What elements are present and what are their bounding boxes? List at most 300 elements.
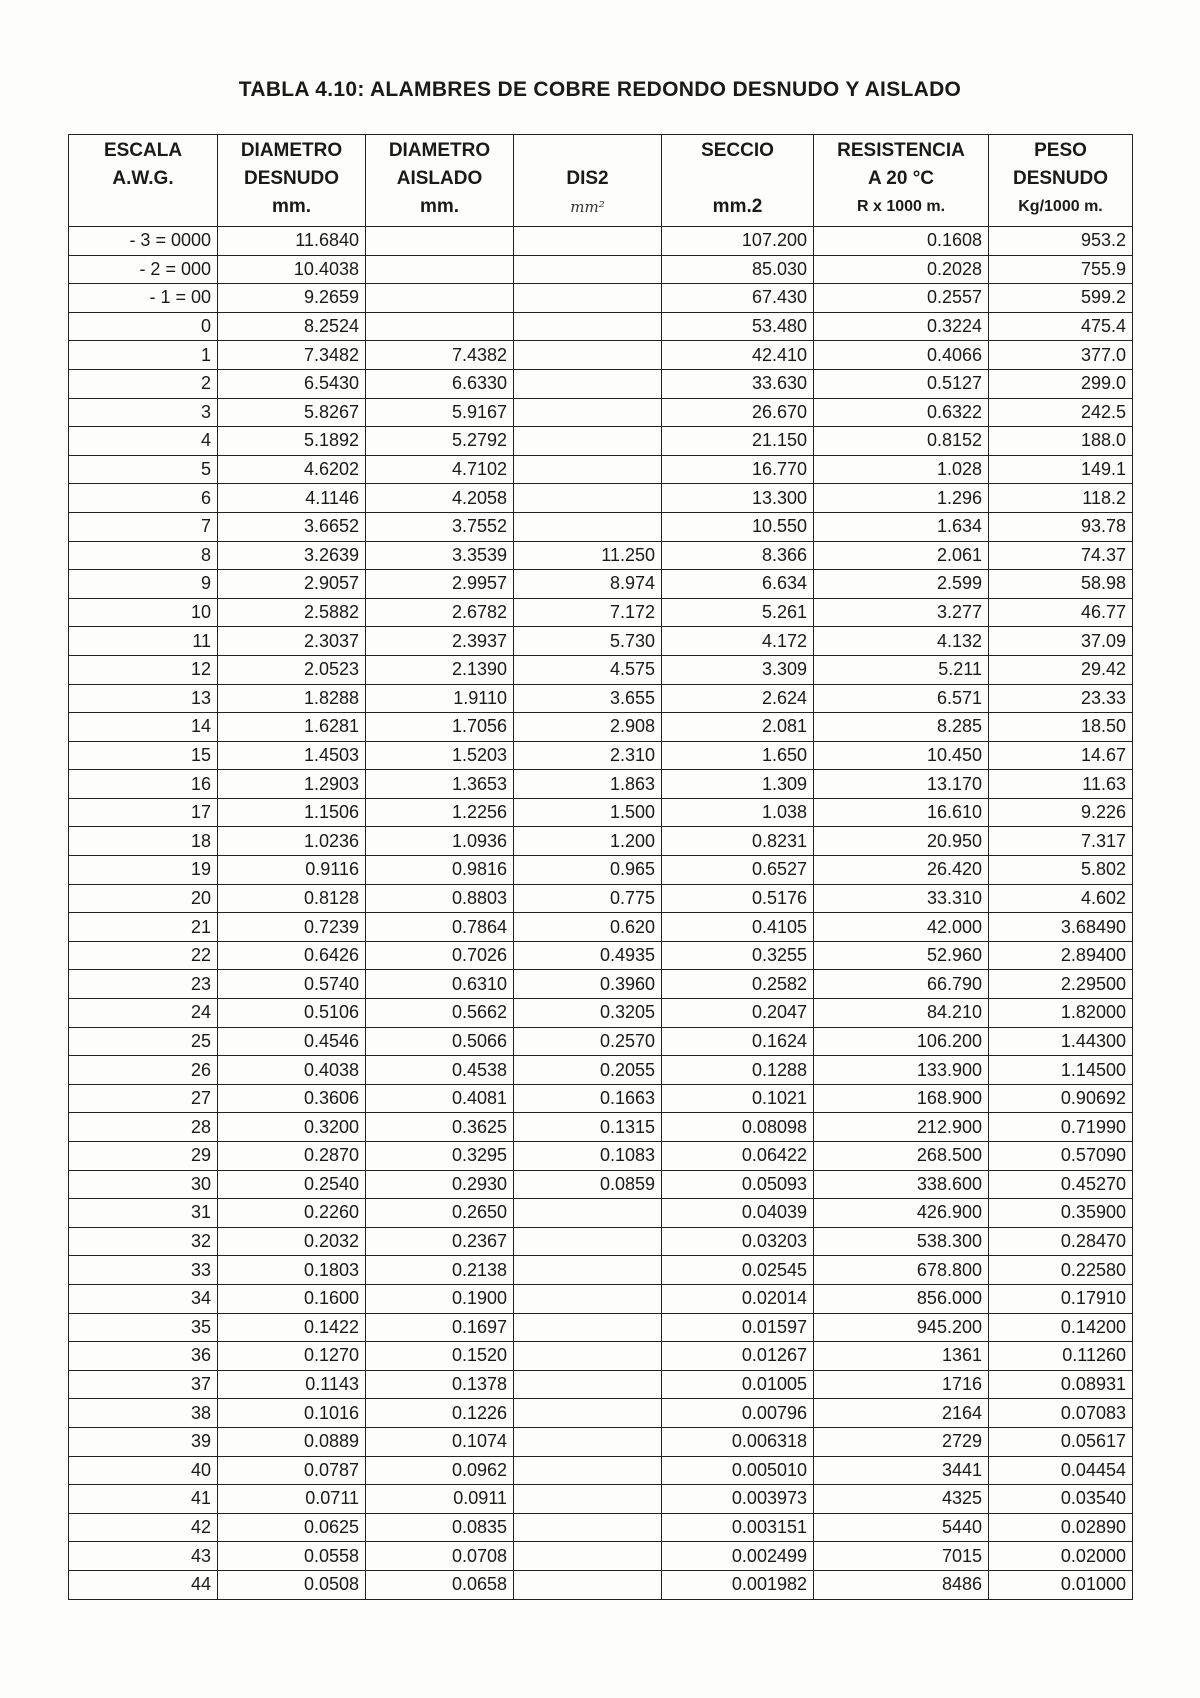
diametro-desnudo-cell: 1.4503	[218, 741, 366, 770]
resistencia-cell: 338.600	[814, 1170, 989, 1199]
diametro-aislado-cell: 1.7056	[366, 713, 514, 742]
diametro-aislado-cell: 0.0911	[366, 1485, 514, 1514]
seccion-cell: 0.4105	[662, 913, 814, 942]
peso-cell: 4.602	[989, 884, 1133, 913]
table-row	[69, 999, 1133, 1028]
diametro-aislado-cell: 4.2058	[366, 484, 514, 513]
dis2-cell	[514, 255, 662, 284]
seccion-cell: 67.430	[662, 284, 814, 313]
diametro-aislado-cell: 0.3625	[366, 1113, 514, 1142]
peso-cell: 93.78	[989, 512, 1133, 541]
diametro-aislado-cell: 0.5066	[366, 1027, 514, 1056]
seccion-cell: 6.634	[662, 570, 814, 599]
diametro-aislado-cell: 0.1378	[366, 1370, 514, 1399]
dis2-cell: 3.655	[514, 684, 662, 713]
seccion-cell: 0.2047	[662, 999, 814, 1028]
diametro-desnudo-cell: 1.6281	[218, 713, 366, 742]
awg-cell: - 1 = 00	[69, 284, 218, 313]
diametro-desnudo-cell: 2.5882	[218, 598, 366, 627]
diametro-aislado-cell: 2.1390	[366, 655, 514, 684]
diametro-desnudo-cell: 7.3482	[218, 341, 366, 370]
peso-cell: 2.29500	[989, 970, 1133, 999]
resistencia-cell: 1.028	[814, 455, 989, 484]
dis2-cell	[514, 1227, 662, 1256]
diametro-desnudo-cell: 10.4038	[218, 255, 366, 284]
table-row	[69, 970, 1133, 999]
resistencia-cell: 8.285	[814, 713, 989, 742]
table-row	[69, 255, 1133, 284]
resistencia-cell: 0.6322	[814, 398, 989, 427]
diametro-desnudo-cell: 2.0523	[218, 655, 366, 684]
dis2-cell	[514, 341, 662, 370]
diametro-aislado-cell	[366, 284, 514, 313]
resistencia-cell: 5440	[814, 1513, 989, 1542]
awg-cell: 26	[69, 1056, 218, 1085]
diametro-aislado-cell: 0.2650	[366, 1199, 514, 1228]
diametro-aislado-cell: 0.4081	[366, 1084, 514, 1113]
resistencia-cell: 20.950	[814, 827, 989, 856]
awg-cell: 16	[69, 770, 218, 799]
peso-cell: 0.17910	[989, 1284, 1133, 1313]
awg-cell: 19	[69, 856, 218, 885]
seccion-cell: 2.081	[662, 713, 814, 742]
awg-cell: 33	[69, 1256, 218, 1285]
peso-cell: 0.14200	[989, 1313, 1133, 1342]
seccion-cell: 16.770	[662, 455, 814, 484]
seccion-cell: 0.3255	[662, 941, 814, 970]
diametro-aislado-cell: 5.2792	[366, 427, 514, 456]
seccion-cell: 0.005010	[662, 1456, 814, 1485]
resistencia-cell: 2.599	[814, 570, 989, 599]
dis2-cell: 0.775	[514, 884, 662, 913]
diametro-desnudo-cell: 1.1506	[218, 798, 366, 827]
table-row	[69, 1227, 1133, 1256]
peso-cell: 188.0	[989, 427, 1133, 456]
peso-cell: 755.9	[989, 255, 1133, 284]
diametro-aislado-cell: 0.8803	[366, 884, 514, 913]
awg-cell: 32	[69, 1227, 218, 1256]
diametro-aislado-cell: 7.4382	[366, 341, 514, 370]
table-row	[69, 427, 1133, 456]
diametro-desnudo-cell: 0.3200	[218, 1113, 366, 1142]
diametro-desnudo-cell: 0.1270	[218, 1342, 366, 1371]
diametro-desnudo-cell: 1.8288	[218, 684, 366, 713]
diametro-aislado-cell: 0.1074	[366, 1427, 514, 1456]
resistencia-cell: 1.296	[814, 484, 989, 513]
header-diametro-desnudo: DIAMETRO DESNUDO mm.	[218, 135, 366, 227]
diametro-desnudo-cell: 0.0508	[218, 1570, 366, 1599]
seccion-cell: 0.01005	[662, 1370, 814, 1399]
resistencia-cell: 16.610	[814, 798, 989, 827]
diametro-desnudo-cell: 0.0711	[218, 1485, 366, 1514]
diametro-desnudo-cell: 0.7239	[218, 913, 366, 942]
peso-cell: 74.37	[989, 541, 1133, 570]
diametro-desnudo-cell: 0.0889	[218, 1427, 366, 1456]
awg-cell: 3	[69, 398, 218, 427]
diametro-aislado-cell	[366, 255, 514, 284]
awg-cell: 21	[69, 913, 218, 942]
diametro-aislado-cell: 0.2138	[366, 1256, 514, 1285]
awg-cell: 41	[69, 1485, 218, 1514]
table-row	[69, 1456, 1133, 1485]
resistencia-cell: 133.900	[814, 1056, 989, 1085]
table-row	[69, 770, 1133, 799]
seccion-cell: 0.002499	[662, 1542, 814, 1571]
awg-cell: 10	[69, 598, 218, 627]
table-row	[69, 1142, 1133, 1171]
diametro-desnudo-cell: 0.1143	[218, 1370, 366, 1399]
awg-cell: 40	[69, 1456, 218, 1485]
peso-cell: 5.802	[989, 856, 1133, 885]
table-row	[69, 455, 1133, 484]
diametro-desnudo-cell: 5.8267	[218, 398, 366, 427]
seccion-cell: 0.01267	[662, 1342, 814, 1371]
dis2-cell	[514, 1427, 662, 1456]
peso-cell: 0.02000	[989, 1542, 1133, 1571]
resistencia-cell: 0.5127	[814, 369, 989, 398]
dis2-cell	[514, 1256, 662, 1285]
resistencia-cell: 268.500	[814, 1142, 989, 1171]
diametro-aislado-cell: 0.0708	[366, 1542, 514, 1571]
seccion-cell: 21.150	[662, 427, 814, 456]
seccion-cell: 0.05093	[662, 1170, 814, 1199]
diametro-desnudo-cell: 0.1422	[218, 1313, 366, 1342]
dis2-cell: 0.0859	[514, 1170, 662, 1199]
resistencia-cell: 4.132	[814, 627, 989, 656]
table-row	[69, 741, 1133, 770]
table-row	[69, 1399, 1133, 1428]
table-row	[69, 312, 1133, 341]
resistencia-cell: 13.170	[814, 770, 989, 799]
resistencia-cell: 212.900	[814, 1113, 989, 1142]
seccion-cell: 0.006318	[662, 1427, 814, 1456]
header-diametro-aislado: DIAMETRO AISLADO mm.	[366, 135, 514, 227]
diametro-desnudo-cell: 4.1146	[218, 484, 366, 513]
dis2-cell: 1.200	[514, 827, 662, 856]
table-row	[69, 856, 1133, 885]
resistencia-cell: 538.300	[814, 1227, 989, 1256]
diametro-desnudo-cell: 6.5430	[218, 369, 366, 398]
table-row	[69, 655, 1133, 684]
resistencia-cell: 2.061	[814, 541, 989, 570]
resistencia-cell: 0.2557	[814, 284, 989, 313]
resistencia-cell: 0.4066	[814, 341, 989, 370]
diametro-desnudo-cell: 9.2659	[218, 284, 366, 313]
peso-cell: 0.07083	[989, 1399, 1133, 1428]
resistencia-cell: 8486	[814, 1570, 989, 1599]
resistencia-cell: 4325	[814, 1485, 989, 1514]
diametro-desnudo-cell: 0.5740	[218, 970, 366, 999]
seccion-cell: 0.003151	[662, 1513, 814, 1542]
peso-cell: 0.03540	[989, 1485, 1133, 1514]
seccion-cell: 0.6527	[662, 856, 814, 885]
peso-cell: 0.90692	[989, 1084, 1133, 1113]
seccion-cell: 8.366	[662, 541, 814, 570]
header-seccio: SECCIO mm.2	[662, 135, 814, 227]
table-row	[69, 484, 1133, 513]
awg-cell: 31	[69, 1199, 218, 1228]
dis2-cell	[514, 1342, 662, 1371]
dis2-cell	[514, 1513, 662, 1542]
resistencia-cell: 106.200	[814, 1027, 989, 1056]
diametro-desnudo-cell: 0.4038	[218, 1056, 366, 1085]
diametro-desnudo-cell: 2.3037	[218, 627, 366, 656]
diametro-desnudo-cell: 0.9116	[218, 856, 366, 885]
diametro-aislado-cell: 0.1520	[366, 1342, 514, 1371]
table-row	[69, 713, 1133, 742]
peso-cell: 0.11260	[989, 1342, 1133, 1371]
diametro-aislado-cell: 0.1900	[366, 1284, 514, 1313]
awg-cell: 35	[69, 1313, 218, 1342]
diametro-aislado-cell: 0.5662	[366, 999, 514, 1028]
seccion-cell: 0.1624	[662, 1027, 814, 1056]
dis2-cell: 0.1083	[514, 1142, 662, 1171]
peso-cell: 18.50	[989, 713, 1133, 742]
diametro-aislado-cell: 6.6330	[366, 369, 514, 398]
awg-cell: 7	[69, 512, 218, 541]
awg-cell: 4	[69, 427, 218, 456]
peso-cell: 9.226	[989, 798, 1133, 827]
dis2-cell: 0.4935	[514, 941, 662, 970]
table-row	[69, 884, 1133, 913]
awg-cell: 25	[69, 1027, 218, 1056]
table-row	[69, 1056, 1133, 1085]
header-peso: PESO DESNUDO Kg/1000 m.	[989, 135, 1133, 227]
seccion-cell: 13.300	[662, 484, 814, 513]
table-body	[69, 227, 1133, 1600]
peso-cell: 7.317	[989, 827, 1133, 856]
dis2-cell: 0.3960	[514, 970, 662, 999]
peso-cell: 1.82000	[989, 999, 1133, 1028]
dis2-cell	[514, 1570, 662, 1599]
diametro-desnudo-cell: 2.9057	[218, 570, 366, 599]
seccion-cell: 3.309	[662, 655, 814, 684]
peso-cell: 149.1	[989, 455, 1133, 484]
resistencia-cell: 945.200	[814, 1313, 989, 1342]
diametro-aislado-cell	[366, 312, 514, 341]
header-resistencia: RESISTENCIA A 20 °C R x 1000 m.	[814, 135, 989, 227]
awg-cell: 34	[69, 1284, 218, 1313]
header-dis2: DIS2 mm²	[514, 135, 662, 227]
peso-cell: 2.89400	[989, 941, 1133, 970]
dis2-cell	[514, 227, 662, 256]
peso-cell: 953.2	[989, 227, 1133, 256]
dis2-cell: 7.172	[514, 598, 662, 627]
diametro-desnudo-cell: 0.2032	[218, 1227, 366, 1256]
diametro-aislado-cell: 0.0658	[366, 1570, 514, 1599]
table-row	[69, 1427, 1133, 1456]
diametro-desnudo-cell: 0.4546	[218, 1027, 366, 1056]
resistencia-cell: 426.900	[814, 1199, 989, 1228]
table-row	[69, 1370, 1133, 1399]
diametro-aislado-cell: 0.3295	[366, 1142, 514, 1171]
awg-cell: 1	[69, 341, 218, 370]
diametro-aislado-cell: 0.4538	[366, 1056, 514, 1085]
diametro-aislado-cell: 0.0962	[366, 1456, 514, 1485]
peso-cell: 0.71990	[989, 1113, 1133, 1142]
diametro-aislado-cell: 1.0936	[366, 827, 514, 856]
awg-cell: 11	[69, 627, 218, 656]
awg-cell: 24	[69, 999, 218, 1028]
peso-cell: 0.28470	[989, 1227, 1133, 1256]
diametro-desnudo-cell: 0.1016	[218, 1399, 366, 1428]
dis2-cell	[514, 1199, 662, 1228]
peso-cell: 377.0	[989, 341, 1133, 370]
peso-cell: 1.44300	[989, 1027, 1133, 1056]
peso-cell: 0.22580	[989, 1256, 1133, 1285]
table-row	[69, 1027, 1133, 1056]
diametro-aislado-cell: 3.7552	[366, 512, 514, 541]
diametro-desnudo-cell: 11.6840	[218, 227, 366, 256]
seccion-cell: 0.003973	[662, 1485, 814, 1514]
dis2-cell: 0.2570	[514, 1027, 662, 1056]
table-row	[69, 1542, 1133, 1571]
dis2-cell: 5.730	[514, 627, 662, 656]
diametro-desnudo-cell: 1.2903	[218, 770, 366, 799]
seccion-cell: 26.670	[662, 398, 814, 427]
diametro-desnudo-cell: 5.1892	[218, 427, 366, 456]
resistencia-cell: 66.790	[814, 970, 989, 999]
awg-cell: 20	[69, 884, 218, 913]
seccion-cell: 42.410	[662, 341, 814, 370]
dis2-cell: 2.908	[514, 713, 662, 742]
seccion-cell: 85.030	[662, 255, 814, 284]
awg-cell: 8	[69, 541, 218, 570]
dis2-cell: 0.1315	[514, 1113, 662, 1142]
awg-cell: 42	[69, 1513, 218, 1542]
diametro-desnudo-cell: 0.6426	[218, 941, 366, 970]
dis2-cell	[514, 512, 662, 541]
awg-cell: 15	[69, 741, 218, 770]
table-row	[69, 512, 1133, 541]
table-row	[69, 541, 1133, 570]
resistencia-cell: 0.1608	[814, 227, 989, 256]
dis2-cell	[514, 1284, 662, 1313]
diametro-desnudo-cell: 3.6652	[218, 512, 366, 541]
dis2-cell	[514, 1313, 662, 1342]
diametro-desnudo-cell: 1.0236	[218, 827, 366, 856]
awg-cell: 5	[69, 455, 218, 484]
peso-cell: 599.2	[989, 284, 1133, 313]
diametro-aislado-cell: 1.5203	[366, 741, 514, 770]
diametro-aislado-cell: 3.3539	[366, 541, 514, 570]
resistencia-cell: 26.420	[814, 856, 989, 885]
seccion-cell: 0.00796	[662, 1399, 814, 1428]
awg-cell: 9	[69, 570, 218, 599]
table-row	[69, 369, 1133, 398]
peso-cell: 3.68490	[989, 913, 1133, 942]
resistencia-cell: 1361	[814, 1342, 989, 1371]
diametro-desnudo-cell: 0.5106	[218, 999, 366, 1028]
seccion-cell: 0.03203	[662, 1227, 814, 1256]
dis2-cell	[514, 398, 662, 427]
diametro-aislado-cell: 0.7864	[366, 913, 514, 942]
awg-cell: 43	[69, 1542, 218, 1571]
diametro-desnudo-cell: 0.8128	[218, 884, 366, 913]
seccion-cell: 0.001982	[662, 1570, 814, 1599]
dis2-cell	[514, 455, 662, 484]
dis2-cell: 1.500	[514, 798, 662, 827]
peso-cell: 118.2	[989, 484, 1133, 513]
seccion-cell: 4.172	[662, 627, 814, 656]
table-row	[69, 1199, 1133, 1228]
diametro-aislado-cell: 4.7102	[366, 455, 514, 484]
resistencia-cell: 52.960	[814, 941, 989, 970]
peso-cell: 0.08931	[989, 1370, 1133, 1399]
diametro-aislado-cell: 2.3937	[366, 627, 514, 656]
seccion-cell: 0.2582	[662, 970, 814, 999]
peso-cell: 29.42	[989, 655, 1133, 684]
table-row	[69, 598, 1133, 627]
dis2-cell	[514, 1456, 662, 1485]
dis2-cell: 0.620	[514, 913, 662, 942]
seccion-cell: 2.624	[662, 684, 814, 713]
resistencia-cell: 2164	[814, 1399, 989, 1428]
diametro-aislado-cell: 2.6782	[366, 598, 514, 627]
table-row	[69, 1570, 1133, 1599]
diametro-desnudo-cell: 0.2870	[218, 1142, 366, 1171]
dis2-cell	[514, 484, 662, 513]
diametro-aislado-cell: 1.9110	[366, 684, 514, 713]
seccion-cell: 107.200	[662, 227, 814, 256]
diametro-aislado-cell	[366, 227, 514, 256]
diametro-aislado-cell: 1.3653	[366, 770, 514, 799]
diametro-aislado-cell: 5.9167	[366, 398, 514, 427]
seccion-cell: 1.650	[662, 741, 814, 770]
dis2-cell	[514, 369, 662, 398]
table-row	[69, 913, 1133, 942]
diametro-desnudo-cell: 0.1600	[218, 1284, 366, 1313]
seccion-cell: 5.261	[662, 598, 814, 627]
awg-cell: 36	[69, 1342, 218, 1371]
table-row	[69, 1084, 1133, 1113]
wire-table	[68, 134, 1133, 1600]
diametro-desnudo-cell: 8.2524	[218, 312, 366, 341]
diametro-aislado-cell: 0.1226	[366, 1399, 514, 1428]
table-row	[69, 684, 1133, 713]
dis2-cell	[514, 1542, 662, 1571]
table-row	[69, 1170, 1133, 1199]
resistencia-cell: 84.210	[814, 999, 989, 1028]
table-row	[69, 1284, 1133, 1313]
peso-cell: 14.67	[989, 741, 1133, 770]
peso-cell: 23.33	[989, 684, 1133, 713]
awg-cell: - 2 = 000	[69, 255, 218, 284]
seccion-cell: 1.309	[662, 770, 814, 799]
resistencia-cell: 0.2028	[814, 255, 989, 284]
header-row	[69, 135, 1133, 227]
resistencia-cell: 33.310	[814, 884, 989, 913]
table-row	[69, 827, 1133, 856]
resistencia-cell: 2729	[814, 1427, 989, 1456]
resistencia-cell: 0.8152	[814, 427, 989, 456]
awg-cell: 44	[69, 1570, 218, 1599]
awg-cell: 0	[69, 312, 218, 341]
page-title: TABLA 4.10: ALAMBRES DE COBRE REDONDO DESNUDO Y AISLADO	[238, 78, 962, 101]
peso-cell: 1.14500	[989, 1056, 1133, 1085]
awg-cell: 2	[69, 369, 218, 398]
seccion-cell: 0.02014	[662, 1284, 814, 1313]
dis2-cell: 1.863	[514, 770, 662, 799]
resistencia-cell: 3441	[814, 1456, 989, 1485]
diametro-desnudo-cell: 0.0787	[218, 1456, 366, 1485]
table-row	[69, 1113, 1133, 1142]
peso-cell: 0.57090	[989, 1142, 1133, 1171]
resistencia-cell: 0.3224	[814, 312, 989, 341]
table-row	[69, 341, 1133, 370]
awg-cell: 37	[69, 1370, 218, 1399]
awg-cell: 30	[69, 1170, 218, 1199]
